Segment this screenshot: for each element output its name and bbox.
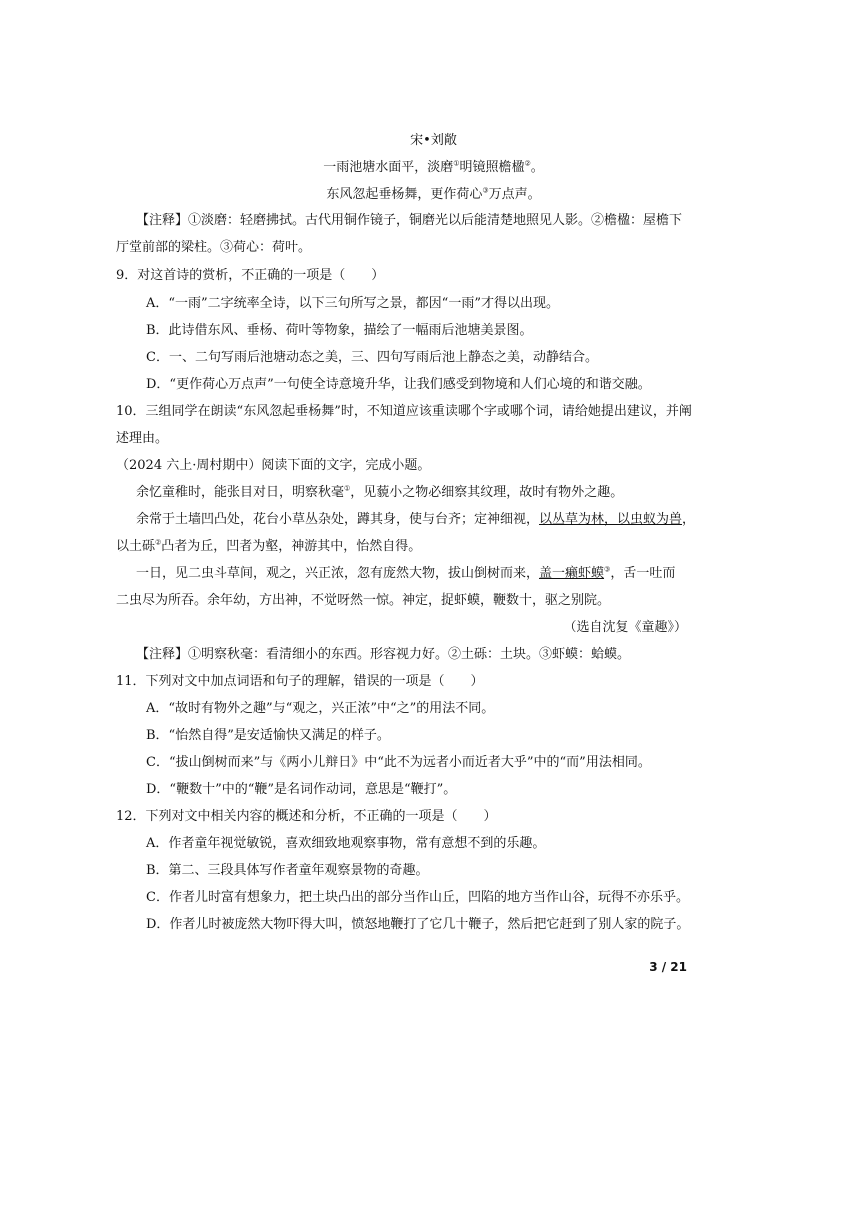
question-9-option-a[interactable]: A．“一雨”二字统率全诗，以下三句所写之景，都因“一雨”才得以出现。: [146, 296, 559, 311]
question-12-option-a[interactable]: A．作者童年视觉敏锐，喜欢细致地观察事物，常有意想不到的乐趣。: [146, 836, 546, 851]
question-9-option-b[interactable]: B．此诗借东风、垂杨、荷叶等物象，描绘了一幅雨后池塘美景图。: [146, 323, 533, 338]
reading-source-intro: （2024 六上·周村期中）阅读下面的文字，完成小题。: [116, 458, 431, 473]
poem-notes-line-2: 厅堂前部的梁柱。③荷心：荷叶。: [116, 240, 312, 255]
passage-paragraph-3-line-2: 二虫尽为所吞。余年幼，方出神，不觉呀然一惊。神定，捉虾蟆，鞭数十，驱之别院。: [116, 593, 611, 608]
question-11-option-d[interactable]: D．“鞭数十”中的“鞭”是名词作动词，意思是“鞭打”。: [146, 782, 457, 797]
poem-author: 宋•刘敞: [410, 133, 457, 148]
question-11-option-b[interactable]: B．“怡然自得”是安适愉快又满足的样子。: [146, 728, 390, 743]
question-9-option-d[interactable]: D．“更作荷心万点声”一句使全诗意境升华，让我们感受到物境和人们心境的和谐交融。: [146, 377, 651, 392]
passage-notes: 【注释】①明察秋毫：看清细小的东西。形容视力好。②土砾：土块。③虾蟆：蛤蟆。: [136, 647, 631, 662]
poem-notes-line-1: 【注释】①淡磨：轻磨拂拭。古代用铜作镜子，铜磨光以后能清楚地照见人影。②檐楹：屋檐下: [136, 213, 683, 228]
underlined-sentence: 以丛草为林，以虫蚁为兽: [539, 512, 683, 527]
underlined-phrase: 盖一癞虾蟆: [539, 566, 605, 581]
passage-paragraph-2-line-2: 以土砾②凸者为丘，凹者为壑，神游其中，怡然自得。: [116, 538, 422, 554]
poem-line-1: 一雨池塘水面平，淡磨①明镜照檐楹②。: [323, 159, 544, 175]
passage-paragraph-2-line-1: 余常于土墙凹凸处，花台小草丛杂处，蹲其身，使与台齐；定神细视，以丛草为林，以虫蚁为兽，: [136, 512, 696, 527]
question-10-line-2: 述理由。: [116, 431, 169, 446]
question-12-option-b[interactable]: B．第二、三段具体写作者童年观察景物的奇趣。: [146, 863, 429, 878]
question-10-line-1: 10．三组同学在朗读“东风忽起垂杨舞”时，不知道应该重读哪个字或哪个词，请给她提出建议，并阐: [116, 404, 692, 419]
passage-paragraph-1: 余忆童稚时，能张目对日，明察秋毫①，见藐小之物必细察其纹理，故时有物外之趣。: [136, 484, 624, 500]
question-11-option-c[interactable]: C．“拔山倒树而来”与《两小儿辩日》中“此不为远者小而近者大乎”中的“而”用法相同。: [146, 755, 651, 770]
poem-line-2: 东风忽起垂杨舞，更作荷心③万点声。: [326, 186, 541, 202]
question-12-option-c[interactable]: C．作者儿时富有想象力，把土块凸出的部分当作山丘，凹陷的地方当作山谷，玩得不亦乐乎。: [146, 890, 689, 905]
question-9-option-c[interactable]: C．一、二句写雨后池塘动态之美，三、四句写雨后池上静态之美，动静结合。: [146, 350, 598, 365]
question-12-option-d[interactable]: D．作者儿时被庞然大物吓得大叫，愤怒地鞭打了它几十鞭子，然后把它赶到了别人家的院子。: [146, 917, 690, 932]
question-11-stem: 11．下列对文中加点词语和句子的理解，错误的一项是（ ）: [116, 674, 484, 689]
question-9-stem: 9．对这首诗的赏析，不正确的一项是（ ）: [116, 268, 385, 283]
passage-paragraph-3-line-1: 一日，见二虫斗草间，观之，兴正浓，忽有庞然大物，拔山倒树而来，盖一癞虾蟆③，舌一吐而: [136, 565, 676, 581]
question-12-stem: 12．下列对文中相关内容的概述和分析，不正确的一项是（ ）: [116, 809, 497, 824]
question-11-option-a[interactable]: A．“故时有物外之趣”与“观之，兴正浓”中“之”的用法不同。: [146, 701, 495, 716]
page-number: 3 / 21: [649, 960, 687, 974]
passage-source: （选自沈复《童趣》）: [563, 620, 687, 635]
